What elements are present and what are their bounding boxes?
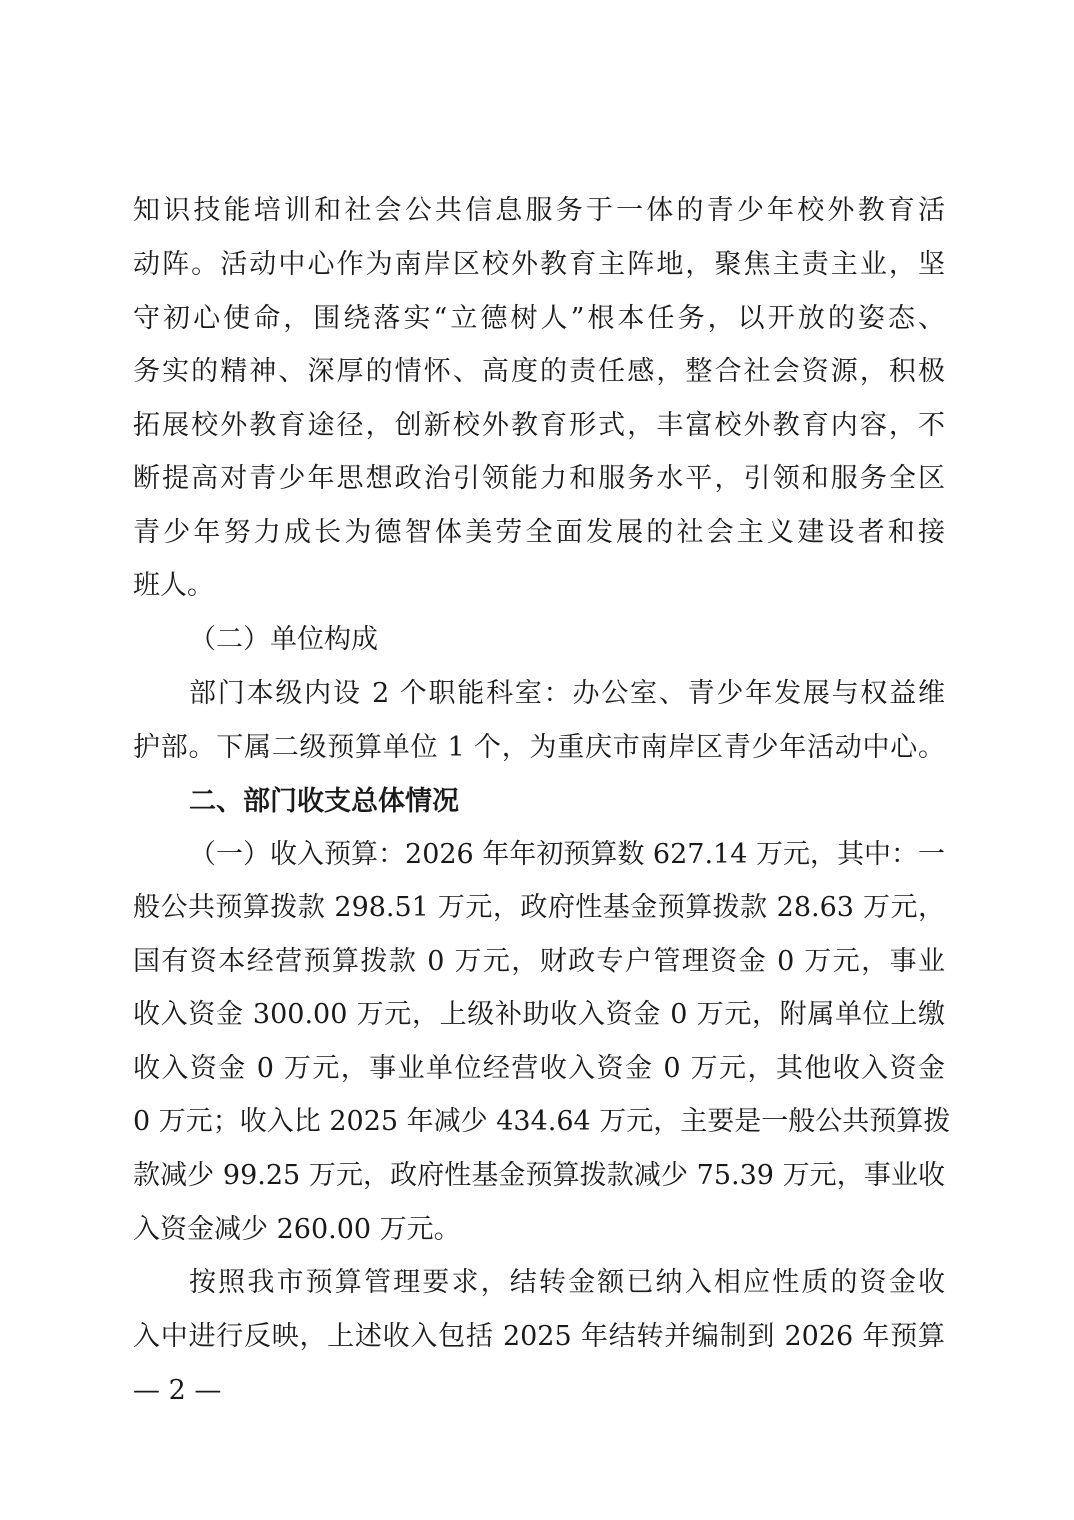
body-text-line: 收入资金 0 万元，事业单位经营收入资金 0 万元，其他收入资金	[133, 1053, 945, 1084]
body-text-line: 入中进行反映，上述收入包括 2025 年结转并编制到 2026 年预算	[133, 1321, 945, 1352]
body-text-line: 入资金减少 260.00 万元。	[133, 1214, 461, 1245]
body-text-line: （一）收入预算：2026 年年初预算数 627.14 万元，其中：一	[189, 839, 945, 870]
section-heading: 二、部门收支总体情况	[189, 786, 459, 817]
body-text-line: 动阵。活动中心作为南岸区校外教育主阵地，聚焦主责主业，坚	[133, 249, 945, 280]
body-text-line: 拓展校外教育途径，创新校外教育形式，丰富校外教育内容，不	[133, 410, 945, 441]
body-text-line: 收入资金 300.00 万元，上级补助收入资金 0 万元，附属单位上缴	[133, 999, 945, 1030]
body-text-line: 断提高对青少年思想政治引领能力和服务水平，引领和服务全区	[133, 463, 945, 494]
body-text-line: 务实的精神、深厚的情怀、高度的责任感，整合社会资源，积极	[133, 356, 945, 387]
sub-heading: （二）单位构成	[189, 624, 378, 655]
page-number: — 2 —	[133, 1375, 222, 1406]
body-text-line: 款减少 99.25 万元，政府性基金预算拨款减少 75.39 万元，事业收	[133, 1160, 945, 1191]
body-text-line: 国有资本经营预算拨款 0 万元，财政专户管理资金 0 万元，事业	[133, 946, 945, 977]
body-text-line: 青少年努力成长为德智体美劳全面发展的社会主义建设者和接	[133, 517, 945, 548]
body-text-line: 般公共预算拨款 298.51 万元，政府性基金预算拨款 28.63 万元，	[133, 892, 945, 923]
body-text-line: 护部。下属二级预算单位 1 个，为重庆市南岸区青少年活动中心。	[133, 732, 945, 763]
body-text-line: 班人。	[133, 570, 214, 601]
body-text-line: 知识技能培训和社会公共信息服务于一体的青少年校外教育活	[133, 195, 945, 226]
body-text-line: 0 万元；收入比 2025 年减少 434.64 万元，主要是一般公共预算拨	[133, 1106, 951, 1137]
body-text-line: 守初心使命，围绕落实“立德树人”根本任务，以开放的姿态、	[133, 303, 945, 334]
body-text-line: 部门本级内设 2 个职能科室：办公室、青少年发展与权益维	[189, 678, 945, 709]
body-text-line: 按照我市预算管理要求，结转金额已纳入相应性质的资金收	[189, 1267, 945, 1298]
